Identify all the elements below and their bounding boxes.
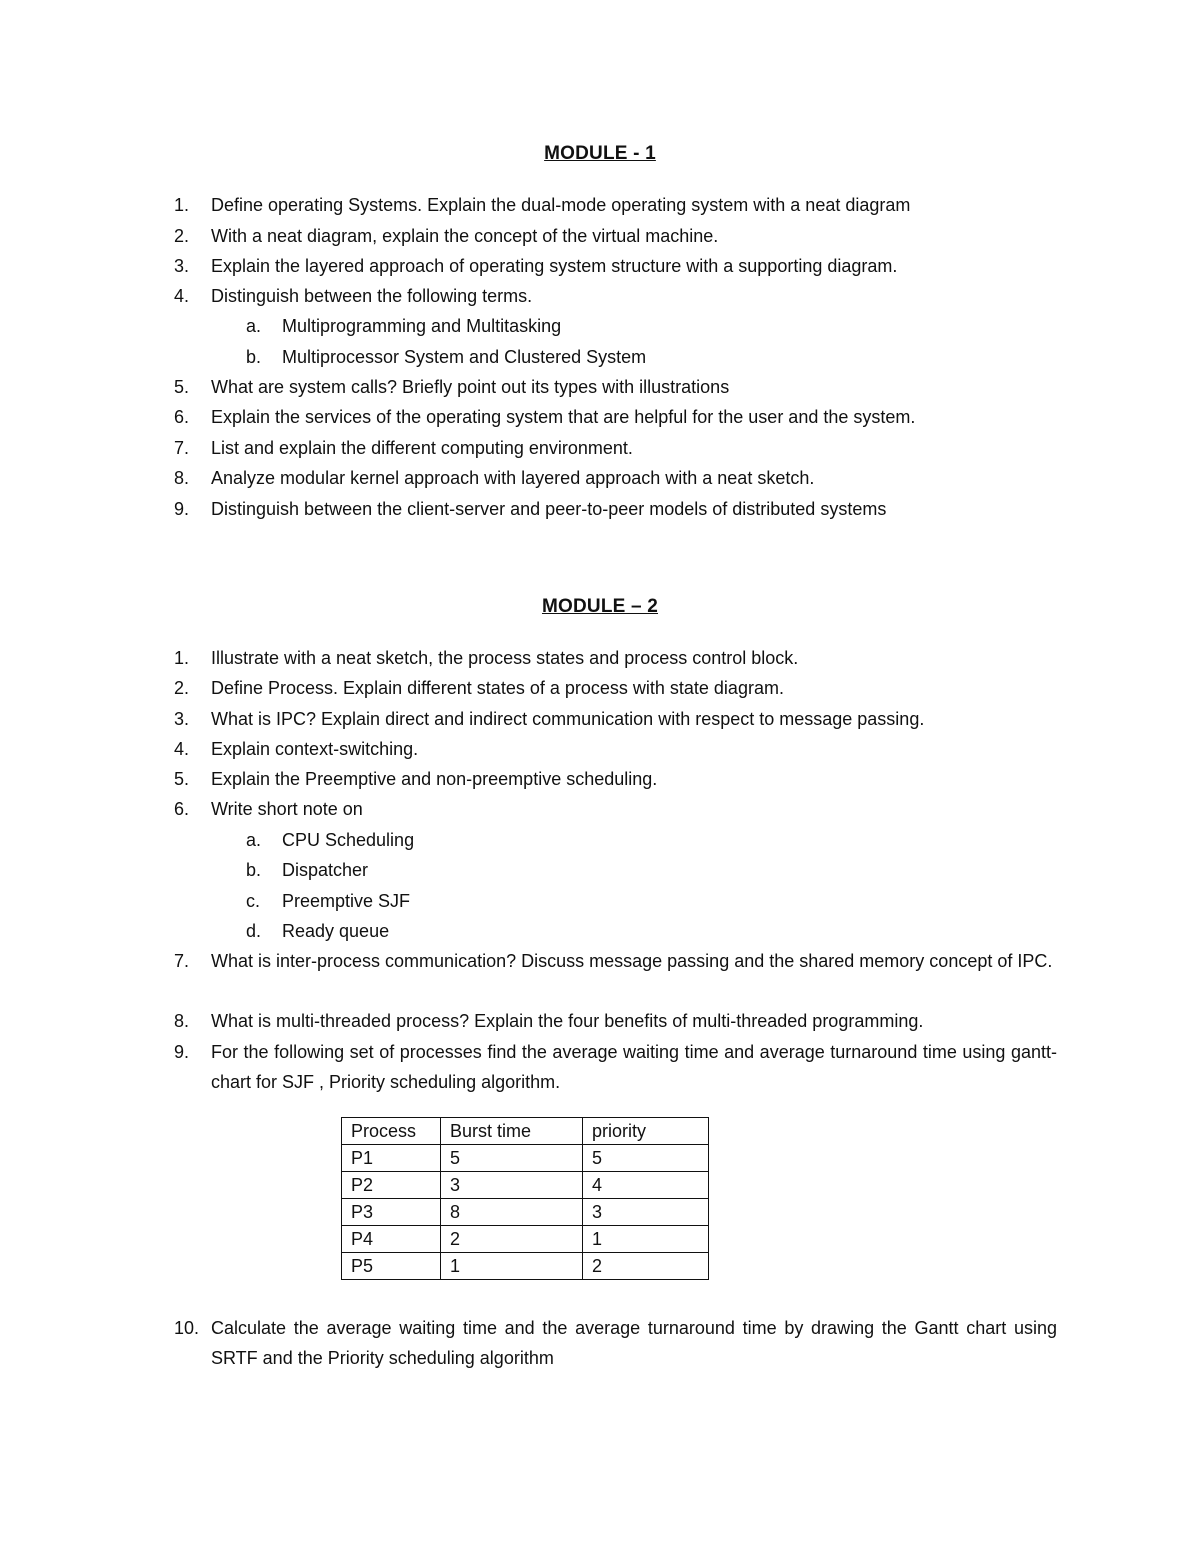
item-text: Calculate the average waiting time and the average turnaround time by drawing the Gantt chart using SRTF and the Priority scheduling algorithm bbox=[211, 1318, 1057, 1368]
module-1-heading: MODULE - 1 bbox=[544, 143, 656, 164]
item-number: 7. bbox=[174, 438, 190, 458]
item-number: 2. bbox=[174, 678, 190, 698]
item-number: 8. bbox=[174, 468, 190, 488]
table-cell: 5 bbox=[441, 1145, 583, 1172]
item-text: With a neat diagram, explain the concept of the virtual machine. bbox=[211, 226, 719, 246]
sub-item-letter: d. bbox=[246, 921, 262, 941]
item-text: What is IPC? Explain direct and indirect communication with respect to message passing. bbox=[211, 709, 925, 729]
item-number: 3. bbox=[174, 709, 190, 729]
table-cell: P1 bbox=[342, 1145, 441, 1172]
item-text: List and explain the different computing environment. bbox=[211, 438, 633, 458]
item-text: Analyze modular kernel approach with layered approach with a neat sketch. bbox=[211, 468, 815, 488]
item-number: 8. bbox=[174, 1011, 190, 1031]
table-row bbox=[342, 1226, 709, 1253]
item-text: Distinguish between the following terms. bbox=[211, 286, 533, 306]
table-cell: 2 bbox=[583, 1253, 709, 1280]
item-number: 1. bbox=[174, 195, 190, 215]
table-header-cell: Burst time bbox=[441, 1118, 583, 1145]
table-cell: 4 bbox=[583, 1172, 709, 1199]
table-cell: 1 bbox=[583, 1226, 709, 1253]
item-text: Explain the layered approach of operating system structure with a supporting diagram. bbox=[211, 256, 898, 276]
table-cell: P2 bbox=[342, 1172, 441, 1199]
item-text: Illustrate with a neat sketch, the process states and process control block. bbox=[211, 648, 799, 668]
item-number: 6. bbox=[174, 407, 190, 427]
item-text: For the following set of processes find the average waiting time and average turnaround time using gantt-chart for SJF , Priority scheduling algorithm. bbox=[211, 1042, 1057, 1092]
item-text: Explain context-switching. bbox=[211, 739, 419, 759]
item-number: 7. bbox=[174, 951, 190, 971]
sub-item-text: Preemptive SJF bbox=[282, 891, 411, 911]
item-text: What is inter-process communication? Discuss message passing and the shared memory concept of IPC. bbox=[211, 951, 1053, 971]
module-2-heading: MODULE – 2 bbox=[541, 596, 659, 617]
table-cell: 8 bbox=[441, 1199, 583, 1226]
item-number: 10. bbox=[174, 1318, 200, 1338]
sub-item-letter: b. bbox=[246, 347, 262, 367]
table-header-cell: priority bbox=[583, 1118, 709, 1145]
item-number: 1. bbox=[174, 648, 190, 668]
sub-item-letter: b. bbox=[246, 860, 262, 880]
item-number: 4. bbox=[174, 286, 190, 306]
table-header-row bbox=[342, 1118, 709, 1145]
table-row bbox=[342, 1253, 709, 1280]
item-text: Distinguish between the client-server and peer-to-peer models of distributed systems bbox=[211, 499, 887, 519]
item-text: Explain the Preemptive and non-preemptive scheduling. bbox=[211, 769, 658, 789]
table-cell: P3 bbox=[342, 1199, 441, 1226]
item-text: What is multi-threaded process? Explain the four benefits of multi-threaded programming. bbox=[211, 1011, 924, 1031]
table-header-cell: Process bbox=[342, 1118, 441, 1145]
item-text: What are system calls? Briefly point out its types with illustrations bbox=[211, 377, 730, 397]
item-number: 5. bbox=[174, 769, 190, 789]
sub-item-text: Multiprocessor System and Clustered System bbox=[282, 347, 647, 367]
sub-item-letter: a. bbox=[246, 316, 262, 336]
sub-item-letter: a. bbox=[246, 830, 262, 850]
table-cell: P5 bbox=[342, 1253, 441, 1280]
item-number: 2. bbox=[174, 226, 190, 246]
item-number: 9. bbox=[174, 1042, 190, 1062]
item-number: 5. bbox=[174, 377, 190, 397]
sub-item-text: Dispatcher bbox=[282, 860, 369, 880]
table-cell: 3 bbox=[583, 1199, 709, 1226]
item-number: 9. bbox=[174, 499, 190, 519]
table-cell: 5 bbox=[583, 1145, 709, 1172]
sub-item-text: Multiprogramming and Multitasking bbox=[282, 316, 562, 336]
table-row bbox=[342, 1199, 709, 1226]
table-cell: 1 bbox=[441, 1253, 583, 1280]
table-cell: 3 bbox=[441, 1172, 583, 1199]
sub-item-text: CPU Scheduling bbox=[282, 830, 415, 850]
table-row bbox=[342, 1172, 709, 1199]
table-cell: 2 bbox=[441, 1226, 583, 1253]
item-number: 4. bbox=[174, 739, 190, 759]
sub-item-letter: c. bbox=[246, 891, 261, 911]
item-number: 6. bbox=[174, 799, 190, 819]
item-text: Define operating Systems. Explain the dual-mode operating system with a neat diagram bbox=[211, 195, 911, 215]
item-text: Define Process. Explain different states of a process with state diagram. bbox=[211, 678, 784, 698]
item-text: Write short note on bbox=[211, 799, 363, 819]
table-row bbox=[342, 1145, 709, 1172]
sub-item-text: Ready queue bbox=[282, 921, 390, 941]
process-table bbox=[341, 1117, 709, 1280]
item-text: Explain the services of the operating system that are helpful for the user and the system. bbox=[211, 407, 916, 427]
table-cell: P4 bbox=[342, 1226, 441, 1253]
item-number: 3. bbox=[174, 256, 190, 276]
